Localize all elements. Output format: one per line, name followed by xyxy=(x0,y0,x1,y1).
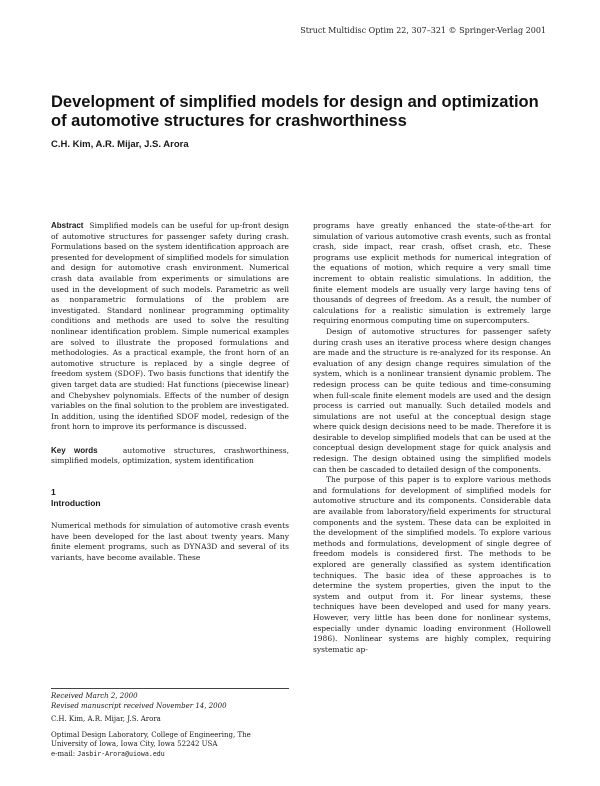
keywords xyxy=(51,446,289,467)
keywords-text: automotive structures, crashworthiness, simplified models, optimization, system identification xyxy=(51,445,289,466)
author-list: C.H. Kim, A.R. Mijar, J.S. Arora xyxy=(51,139,189,150)
body-paragraph: Design of automotive structures for passenger safety during crash uses an iterative process where design changes are made and the structure is re-analyzed for its response. An evaluation of any design change requires simulation of the system, which is a nonlinear transient dynamic problem. The redesign process can be quite tedious and time-consuming when full-scale finite element models are used and the design process is carried out manually. Such detailed models and simulations are not useful at the conceptual design stage where quick design decisions need to be made. Therefore it is desirable to develop simplified models that can be used at the conceptual design development stage for quick analysis and redesign. The design obtained using the simplified models can then be cascaded to detailed design of the components. xyxy=(313,326,551,474)
section-title: Introduction xyxy=(51,498,101,509)
revised-date: Revised manuscript received November 14, 2000 xyxy=(51,701,227,710)
abstract-label: Abstract xyxy=(51,221,84,230)
left-column xyxy=(51,221,289,563)
section-number: 1 xyxy=(51,487,56,498)
footnote xyxy=(51,688,289,760)
body-paragraph: programs have greatly enhanced the state-of-the-art for simulation of various automotive crash events, such as frontal crash, side impact, rear crash, offset crash, etc. These programs use explicit methods for numerical integration of the equations of motion, which require a very small time increment to obtain realistic simulations. In addition, the finite element models are usually very large having tens of thousands of degrees of freedom. As a result, the number of calculations for a realistic simulation is extremely large requiring enormous computing time on supercomputers. xyxy=(313,221,551,326)
email-address: Jasbir-Arora@uiowa.edu xyxy=(77,749,165,758)
affiliation: Optimal Design Laboratory, College of Engineering, The University of Iowa, Iowa City, Iowa 52242 USA xyxy=(51,730,251,749)
received-date: Received March 2, 2000 xyxy=(51,692,138,700)
body-paragraph: The purpose of this paper is to explore various methods and formulations for development of simplified models for automotive structure and its components. Considerable data are available from laboratory/field experiments for structural components and the system. These data can be exploited in the development of the simplified models. To explore various methods and formulations, development of single degree of freedom models is considered first. The methods to be explored are generally classified as system identification techniques. The basic idea of these approaches is to determine the system properties, given the input to the system and output from it. For linear systems, these techniques have been developed and used for many years. However, very little has been done for nonlinear systems, especially under dynamic loading environment (Hollowell 1986). Nonlinear systems are highly complex, requiring systematic ap- xyxy=(313,475,551,654)
right-column xyxy=(313,221,551,655)
abstract-text: Simplified models can be useful for up-front design of automotive structures for passenger safety during crash. Formulations based on the system identification approach are presented for development of simplified models for simulation and design for automotive crash environment. Numerical crash data available from experiments or simulations are used in the development of such models. Parametric as well as nonparametric formulations of the problem are investigated. Standard nonlinear programming optimality conditions and methods are used to solve the resulting nonlinear identification problem. Simple numerical examples are solved to illustrate the proposed formulations and methodologies. As a practical example, the front horn of an automotive structure is replaced by a single degree of freedom system (SDOF). Two basis functions that identify the given target data are studied: Hat functions (piecewise linear) and Chebyshev polynomials. Effects of the number of design variables on the final solution to the problem are investigated. In addition, using the identified SDOF model, redesign of the front horn to improve its performance is discussed. xyxy=(51,221,289,432)
running-header: Struct Multidisc Optim 22, 307–321 © Springer-Verlag 2001 xyxy=(300,26,546,35)
email-label: e-mail: xyxy=(51,749,76,758)
abstract xyxy=(51,221,289,433)
keywords-label: Key words xyxy=(51,445,98,455)
footnote-authors: C.H. Kim, A.R. Mijar, J.S. Arora xyxy=(51,715,161,724)
paper-title: Development of simplified models for design and optimization of automotive structures for crashworthiness xyxy=(51,93,539,130)
email-line xyxy=(51,750,289,760)
intro-paragraph: Numerical methods for simulation of automotive crash events have been developed for the last about twenty years. Many finite element programs, such as DYNA3D and several of its variants, have become available. These xyxy=(51,521,289,562)
